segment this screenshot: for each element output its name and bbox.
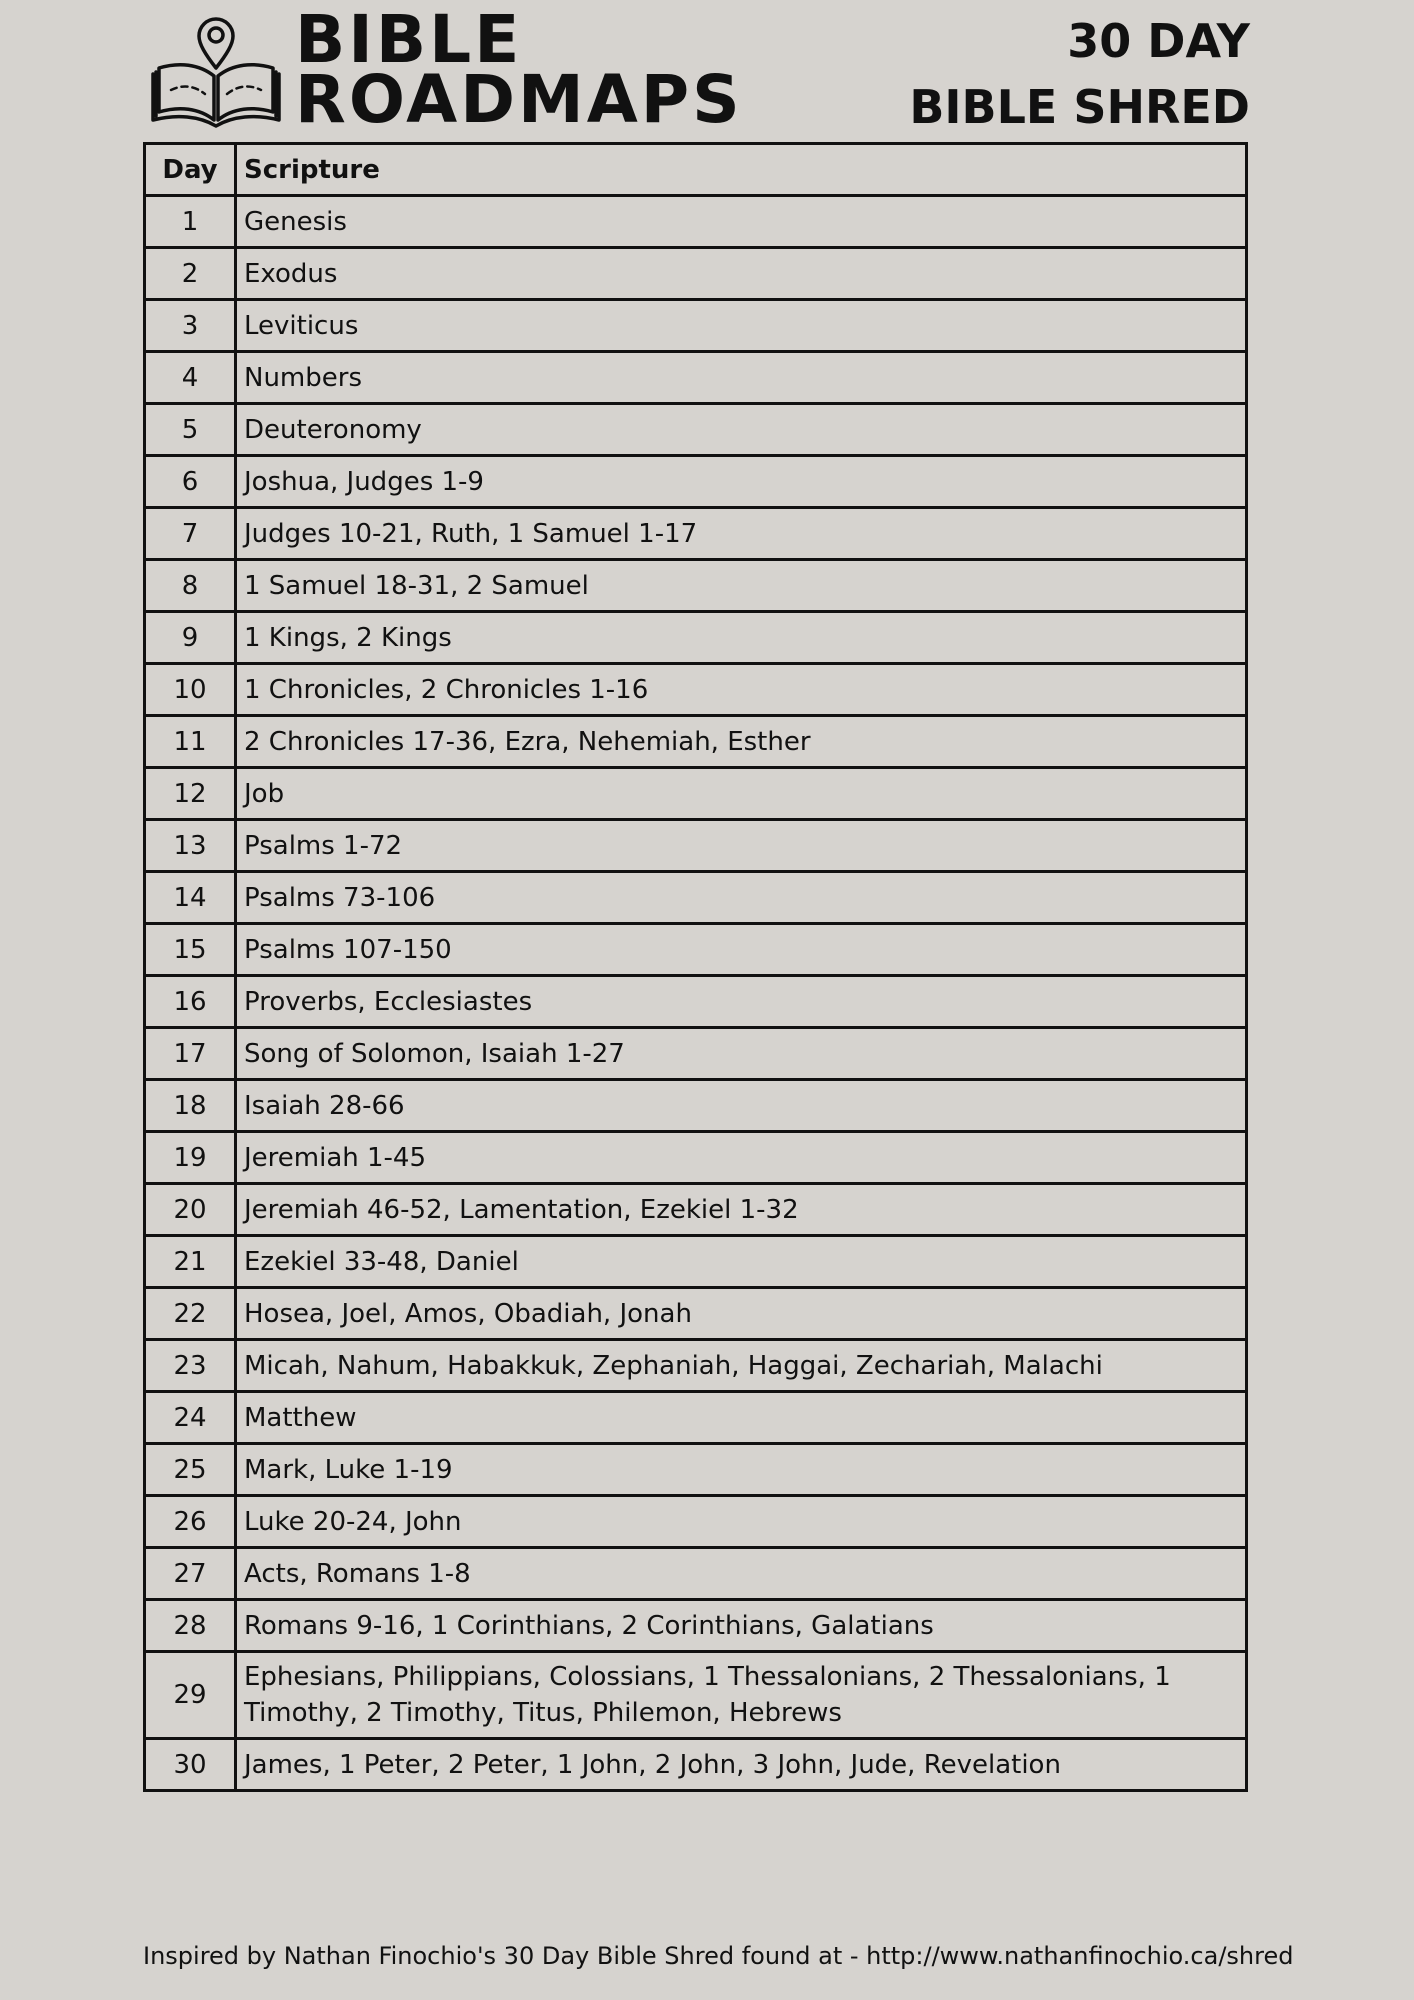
- day-cell: 24: [145, 1392, 236, 1444]
- scripture-cell: Job: [236, 768, 1247, 820]
- table-row: [145, 1132, 1247, 1184]
- plan-title-line2: BIBLE SHRED: [909, 80, 1250, 134]
- table-row: [145, 1080, 1247, 1132]
- day-cell: 15: [145, 924, 236, 976]
- day-cell: 21: [145, 1236, 236, 1288]
- scripture-cell: Ephesians, Philippians, Colossians, 1 Thessalonians, 2 Thessalonians, 1 Timothy, 2 Timothy, Titus, Philemon, Hebrews: [236, 1652, 1247, 1739]
- plan-title-line1: 30 DAY: [1067, 14, 1250, 68]
- day-cell: 29: [145, 1652, 236, 1739]
- scripture-cell: Leviticus: [236, 300, 1247, 352]
- scripture-cell: Deuteronomy: [236, 404, 1247, 456]
- logo-line-bible: BIBLE: [295, 1, 523, 78]
- day-cell: 19: [145, 1132, 236, 1184]
- day-cell: 4: [145, 352, 236, 404]
- day-cell: 20: [145, 1184, 236, 1236]
- scripture-cell: Psalms 1-72: [236, 820, 1247, 872]
- table-row: [145, 1496, 1247, 1548]
- table-row: [145, 1288, 1247, 1340]
- day-cell: 2: [145, 248, 236, 300]
- table-row: [145, 1236, 1247, 1288]
- day-cell: 26: [145, 1496, 236, 1548]
- table-row: [145, 1444, 1247, 1496]
- bible-roadmaps-logo: [143, 1, 783, 138]
- table-row: [145, 924, 1247, 976]
- day-cell: 10: [145, 664, 236, 716]
- scripture-cell: Psalms 73-106: [236, 872, 1247, 924]
- table-row: [145, 1652, 1247, 1739]
- scripture-cell: Proverbs, Ecclesiastes: [236, 976, 1247, 1028]
- scripture-cell: James, 1 Peter, 2 Peter, 1 John, 2 John, 3 John, Jude, Revelation: [236, 1739, 1247, 1791]
- table-row: [145, 1600, 1247, 1652]
- scripture-cell: Jeremiah 1-45: [236, 1132, 1247, 1184]
- scripture-cell: Judges 10-21, Ruth, 1 Samuel 1-17: [236, 508, 1247, 560]
- scripture-cell: Genesis: [236, 196, 1247, 248]
- bible-map-pin-icon: [147, 10, 285, 130]
- day-cell: 1: [145, 196, 236, 248]
- day-cell: 22: [145, 1288, 236, 1340]
- logo-wordmark: [295, 1, 743, 138]
- scripture-cell: Psalms 107-150: [236, 924, 1247, 976]
- scripture-cell: Jeremiah 46-52, Lamentation, Ezekiel 1-32: [236, 1184, 1247, 1236]
- table-row: [145, 404, 1247, 456]
- scripture-cell: Luke 20-24, John: [236, 1496, 1247, 1548]
- table-row: [145, 300, 1247, 352]
- day-cell: 3: [145, 300, 236, 352]
- table-row: [145, 820, 1247, 872]
- scripture-cell: 2 Chronicles 17-36, Ezra, Nehemiah, Esther: [236, 716, 1247, 768]
- table-header-row: [145, 144, 1247, 196]
- scripture-cell: Hosea, Joel, Amos, Obadiah, Jonah: [236, 1288, 1247, 1340]
- day-cell: 23: [145, 1340, 236, 1392]
- logo-line-roadmaps: ROADMAPS: [295, 61, 743, 138]
- scripture-cell: 1 Samuel 18-31, 2 Samuel: [236, 560, 1247, 612]
- day-cell: 27: [145, 1548, 236, 1600]
- day-cell: 7: [145, 508, 236, 560]
- table-row: [145, 1184, 1247, 1236]
- footer-credit: Inspired by Nathan Finochio's 30 Day Bible Shred found at - http://www.nathanfinochio.ca/shred: [143, 1942, 1294, 1970]
- table-row: [145, 872, 1247, 924]
- scripture-cell: Micah, Nahum, Habakkuk, Zephaniah, Haggai, Zechariah, Malachi: [236, 1340, 1247, 1392]
- scripture-cell: Exodus: [236, 248, 1247, 300]
- scripture-cell: Song of Solomon, Isaiah 1-27: [236, 1028, 1247, 1080]
- day-cell: 30: [145, 1739, 236, 1791]
- plan-title: [909, 8, 1250, 140]
- scripture-cell: Numbers: [236, 352, 1247, 404]
- table-row: [145, 352, 1247, 404]
- table-row: [145, 560, 1247, 612]
- day-cell: 17: [145, 1028, 236, 1080]
- day-cell: 8: [145, 560, 236, 612]
- scripture-cell: Isaiah 28-66: [236, 1080, 1247, 1132]
- scripture-column-header: Scripture: [236, 144, 1247, 196]
- day-cell: 12: [145, 768, 236, 820]
- day-cell: 28: [145, 1600, 236, 1652]
- table-row: [145, 456, 1247, 508]
- scripture-cell: 1 Chronicles, 2 Chronicles 1-16: [236, 664, 1247, 716]
- day-cell: 13: [145, 820, 236, 872]
- table-row: [145, 664, 1247, 716]
- table-row: [145, 1739, 1247, 1791]
- scripture-cell: Mark, Luke 1-19: [236, 1444, 1247, 1496]
- reading-plan-table: [143, 142, 1248, 1792]
- page-header: [143, 0, 1250, 140]
- day-cell: 14: [145, 872, 236, 924]
- scripture-cell: Ezekiel 33-48, Daniel: [236, 1236, 1247, 1288]
- table-row: [145, 196, 1247, 248]
- table-row: [145, 1392, 1247, 1444]
- table-row: [145, 248, 1247, 300]
- day-column-header: Day: [145, 144, 236, 196]
- day-cell: 18: [145, 1080, 236, 1132]
- scripture-cell: 1 Kings, 2 Kings: [236, 612, 1247, 664]
- day-cell: 6: [145, 456, 236, 508]
- reading-plan-table-wrapper: [143, 142, 1248, 1792]
- day-cell: 9: [145, 612, 236, 664]
- day-cell: 25: [145, 1444, 236, 1496]
- day-cell: 5: [145, 404, 236, 456]
- scripture-cell: Acts, Romans 1-8: [236, 1548, 1247, 1600]
- table-row: [145, 976, 1247, 1028]
- table-row: [145, 508, 1247, 560]
- table-body: [145, 196, 1247, 1791]
- scripture-cell: Matthew: [236, 1392, 1247, 1444]
- table-row: [145, 612, 1247, 664]
- table-row: [145, 716, 1247, 768]
- table-row: [145, 768, 1247, 820]
- table-row: [145, 1340, 1247, 1392]
- table-row: [145, 1548, 1247, 1600]
- table-row: [145, 1028, 1247, 1080]
- scripture-cell: Romans 9-16, 1 Corinthians, 2 Corinthians, Galatians: [236, 1600, 1247, 1652]
- scripture-cell: Joshua, Judges 1-9: [236, 456, 1247, 508]
- day-cell: 16: [145, 976, 236, 1028]
- day-cell: 11: [145, 716, 236, 768]
